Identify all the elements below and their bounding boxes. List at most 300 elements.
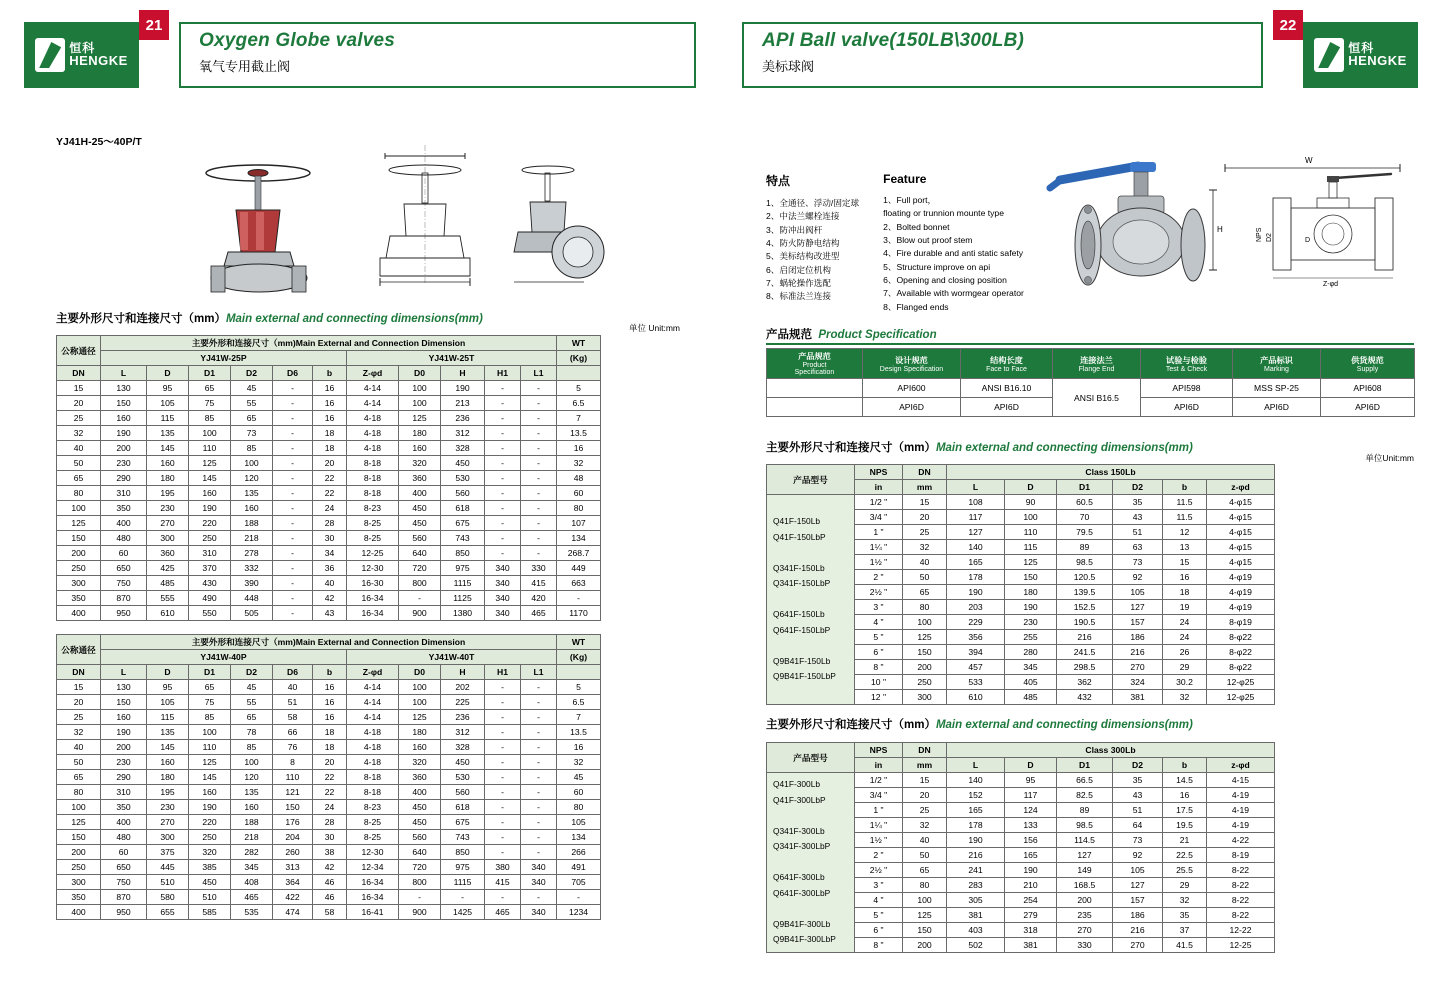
table-cell: - xyxy=(521,725,557,740)
table-cell: 408 xyxy=(231,875,273,890)
header-col: D2 xyxy=(231,366,273,381)
table-cell: 140 xyxy=(947,540,1005,555)
table-cell: 533 xyxy=(947,675,1005,690)
table-cell: 160 xyxy=(231,501,273,516)
table-cell: 270 xyxy=(1113,660,1163,675)
table-cell: 236 xyxy=(441,411,485,426)
table-cell: 300 xyxy=(57,875,101,890)
table-cell: 8-18 xyxy=(347,486,399,501)
table-cell: 4 " xyxy=(855,893,903,908)
table-cell: 400 xyxy=(101,516,147,531)
table-cell: 65 xyxy=(903,863,947,878)
table-row xyxy=(57,411,601,426)
table-cell: 63 xyxy=(1113,540,1163,555)
table-cell: 555 xyxy=(147,591,189,606)
table-cell: - xyxy=(273,576,313,591)
table-cell: - xyxy=(485,516,521,531)
table-cell: 13.5 xyxy=(557,725,601,740)
table-cell: 125 xyxy=(903,630,947,645)
product-type-label: Q41F-150Lb xyxy=(773,515,821,526)
table-cell: 270 xyxy=(147,815,189,830)
header-span: 主要外形和连接尺寸（mm)Main External and Connection Dimension xyxy=(101,336,557,351)
table-cell: - xyxy=(399,890,441,905)
table-cell: 225 xyxy=(441,695,485,710)
table-cell: 4-15 xyxy=(1207,773,1275,788)
left-dims-title-en: Main external and connecting dimensions(mm) xyxy=(225,313,483,325)
table-row xyxy=(57,471,601,486)
header-col: z-φd xyxy=(1207,480,1275,495)
table-cell: - xyxy=(521,770,557,785)
table-cell: 125 xyxy=(399,710,441,725)
table-cell: 530 xyxy=(441,770,485,785)
table-cell: - xyxy=(273,471,313,486)
header-col: D2 xyxy=(1113,480,1163,495)
table-cell: 400 xyxy=(101,815,147,830)
table-cell: 5 " xyxy=(855,908,903,923)
table-cell: - xyxy=(485,815,521,830)
table-cell: 350 xyxy=(57,890,101,905)
table-cell: 105 xyxy=(147,695,189,710)
product-type-label: Q641F-150Lb xyxy=(773,609,825,620)
table-header-row xyxy=(767,743,1275,758)
table-cell: 24 xyxy=(1163,615,1207,630)
table-cell: 4-φ19 xyxy=(1207,570,1275,585)
right-dims1-title-en: Main external and connecting dimensions(mm) xyxy=(935,442,1193,454)
product-type-label: Q341F-150Lb xyxy=(773,562,825,573)
table-row xyxy=(57,576,601,591)
table-cell: 100 xyxy=(1005,510,1057,525)
table-cell: 22 xyxy=(313,471,347,486)
table-cell: 65 xyxy=(903,585,947,600)
spec-cell: ANSI B16.10 xyxy=(961,379,1053,398)
table-cell: 1/2 " xyxy=(855,495,903,510)
table-cell: - xyxy=(521,800,557,815)
header-col: D1 xyxy=(189,366,231,381)
left-title-en: Oxygen Globe valves xyxy=(199,30,395,51)
table-cell: 4-18 xyxy=(347,426,399,441)
table-row xyxy=(57,396,601,411)
table-cell: 415 xyxy=(521,576,557,591)
table-cell: 105 xyxy=(557,815,601,830)
header-col: b xyxy=(313,366,347,381)
table-cell: 474 xyxy=(273,905,313,920)
table-cell: 282 xyxy=(231,845,273,860)
header-col: D1 xyxy=(1057,480,1113,495)
table-header-row-2 xyxy=(57,650,601,665)
table-cell: 4-14 xyxy=(347,695,399,710)
table-cell: 28 xyxy=(313,516,347,531)
table-cell: 160 xyxy=(147,456,189,471)
table-cell: 145 xyxy=(189,471,231,486)
table-cell: 4-14 xyxy=(347,396,399,411)
table-cell: 186 xyxy=(1113,630,1163,645)
table-cell: 675 xyxy=(441,815,485,830)
table-cell: 40 xyxy=(903,555,947,570)
spec-header-cell: 产品标识 Marking xyxy=(1233,349,1321,379)
right-dims1-title xyxy=(766,439,1193,455)
table-cell: 220 xyxy=(189,815,231,830)
product-type-label: Q41F-150LbP xyxy=(773,531,826,542)
table-cell: 40 xyxy=(313,576,347,591)
table-cell: 17.5 xyxy=(1163,803,1207,818)
spec-cell xyxy=(767,398,863,417)
header-nps-unit: in xyxy=(855,480,903,495)
feature-item-en: 4、Fire durable and anti static safety xyxy=(883,248,1024,259)
table-cell: 975 xyxy=(441,860,485,875)
table-cell: 16 xyxy=(557,441,601,456)
product-type-label xyxy=(773,901,854,917)
table-cell: - xyxy=(485,441,521,456)
table-cell: 32 xyxy=(1163,893,1207,908)
table-cell: 300 xyxy=(57,576,101,591)
table-cell: 24 xyxy=(313,800,347,815)
table-cell: 16 xyxy=(313,710,347,725)
table-cell: - xyxy=(521,695,557,710)
table-cell: 250 xyxy=(57,860,101,875)
header-nps-unit: in xyxy=(855,758,903,773)
table-cell: 585 xyxy=(189,905,231,920)
table-cell: 450 xyxy=(189,875,231,890)
table-row xyxy=(57,815,601,830)
table-cell: 381 xyxy=(1113,690,1163,705)
table-cell: 80 xyxy=(557,800,601,815)
table-cell: 165 xyxy=(1005,848,1057,863)
table-row xyxy=(57,516,601,531)
table-cell: 610 xyxy=(947,690,1005,705)
header-wt-unit: (Kg) xyxy=(557,650,601,665)
table-cell: 165 xyxy=(947,555,1005,570)
ball-valve-technical-drawing xyxy=(1205,150,1415,300)
table-cell: 216 xyxy=(1113,645,1163,660)
left-dims-title xyxy=(56,310,483,326)
table-cell: 120 xyxy=(231,770,273,785)
table-cell: 188 xyxy=(231,815,273,830)
table-cell: 32 xyxy=(557,755,601,770)
table-cell: 2 " xyxy=(855,848,903,863)
table-cell: 150 xyxy=(903,645,947,660)
table-cell: 650 xyxy=(101,860,147,875)
table-cell: - xyxy=(521,890,557,905)
table-cell: 28 xyxy=(313,815,347,830)
table-cell: 58 xyxy=(313,905,347,920)
table-cell: 7 xyxy=(557,710,601,725)
table-cell: 743 xyxy=(441,531,485,546)
table-row xyxy=(57,785,601,800)
table-cell: 229 xyxy=(947,615,1005,630)
table-cell: 250 xyxy=(903,675,947,690)
table-cell: - xyxy=(521,710,557,725)
table-cell: 130 xyxy=(101,381,147,396)
table-cell: 73 xyxy=(1113,833,1163,848)
table-row xyxy=(57,561,601,576)
table-cell: 22 xyxy=(313,785,347,800)
table-row xyxy=(57,905,601,920)
table-cell: 450 xyxy=(441,755,485,770)
table-cell: 362 xyxy=(1057,675,1113,690)
table-cell: 18 xyxy=(1163,585,1207,600)
table-cell: 360 xyxy=(399,471,441,486)
table-cell: - xyxy=(521,501,557,516)
table-cell: 2½ " xyxy=(855,585,903,600)
spec-cell: API6D xyxy=(1233,398,1321,417)
table-cell: 100 xyxy=(189,426,231,441)
table-cell: - xyxy=(273,486,313,501)
table-cell: 350 xyxy=(101,800,147,815)
table-cell: 350 xyxy=(101,501,147,516)
table-cell: 115 xyxy=(1005,540,1057,555)
table-cell: 2½ " xyxy=(855,863,903,878)
table-cell: 1115 xyxy=(441,875,485,890)
table-cell: 8-22 xyxy=(1207,893,1275,908)
table-cell: 100 xyxy=(903,893,947,908)
table-cell: 36 xyxy=(313,561,347,576)
table-cell: 618 xyxy=(441,800,485,815)
table-cell: 12-30 xyxy=(347,561,399,576)
table-cell: 655 xyxy=(147,905,189,920)
table-cell: - xyxy=(273,591,313,606)
table-cell: 850 xyxy=(441,845,485,860)
table-cell: 4-19 xyxy=(1207,803,1275,818)
spec-title-en: Product Specification xyxy=(818,329,937,341)
table-cell: 92 xyxy=(1113,848,1163,863)
header-dn-cn: 公称通径 xyxy=(57,336,101,366)
table-cell: 16-34 xyxy=(347,606,399,621)
table-cell: 35 xyxy=(1113,495,1163,510)
table-cell: 8-φ22 xyxy=(1207,660,1275,675)
table-cell: 216 xyxy=(1057,630,1113,645)
table-cell: 55 xyxy=(231,695,273,710)
table-row xyxy=(767,773,1275,788)
table-cell: 3 " xyxy=(855,600,903,615)
table-cell: 8 xyxy=(273,755,313,770)
table-cell: 66.5 xyxy=(1057,773,1113,788)
header-col: b xyxy=(1163,480,1207,495)
table-cell: - xyxy=(521,546,557,561)
table-cell: 375 xyxy=(147,845,189,860)
table-cell: 6.5 xyxy=(557,695,601,710)
table-cell: 313 xyxy=(273,860,313,875)
table-cell: 250 xyxy=(189,830,231,845)
feature-item-en: 7、Available with wormgear operator xyxy=(883,288,1024,299)
table-cell: 900 xyxy=(399,905,441,920)
table-cell: 15 xyxy=(57,680,101,695)
table-cell: 1170 xyxy=(557,606,601,621)
table-cell: 800 xyxy=(399,875,441,890)
table-cell: 160 xyxy=(231,800,273,815)
table-cell: 445 xyxy=(147,860,189,875)
table-cell: 51 xyxy=(1113,525,1163,540)
table-cell: 450 xyxy=(399,516,441,531)
header-dn: DN xyxy=(903,465,947,480)
table-cell: 48 xyxy=(557,471,601,486)
table-cell: 203 xyxy=(947,600,1005,615)
product-type-label: Q341F-300Lb xyxy=(773,825,825,836)
table-cell: 105 xyxy=(1113,585,1163,600)
table-cell: 80 xyxy=(903,600,947,615)
spec-title-cn: 产品规范 xyxy=(766,329,812,341)
table-cell: 190 xyxy=(189,800,231,815)
header-col: L1 xyxy=(521,665,557,680)
product-type-label xyxy=(773,855,854,871)
table-row xyxy=(57,860,601,875)
header-sub-right: YJ41W-25T xyxy=(347,351,557,366)
table-cell: 485 xyxy=(1005,690,1057,705)
right-title-cn: 美标球阀 xyxy=(762,59,815,74)
spec-cell: API6D xyxy=(961,398,1053,417)
table-cell: 490 xyxy=(189,591,231,606)
header-class: Class 300Lb xyxy=(947,743,1275,758)
spec-header-cell: 设计规范 Design Specification xyxy=(863,349,961,379)
table-cell: 432 xyxy=(1057,690,1113,705)
table-cell: 16-30 xyxy=(347,576,399,591)
table-cell: 360 xyxy=(399,770,441,785)
table-cell: 400 xyxy=(399,486,441,501)
table-cell: 300 xyxy=(147,830,189,845)
table-cell: 324 xyxy=(1113,675,1163,690)
table-cell: 32 xyxy=(57,426,101,441)
table-cell: 65 xyxy=(189,680,231,695)
table-cell: 25 xyxy=(57,411,101,426)
table-cell: 2 " xyxy=(855,570,903,585)
table-cell: 4-φ15 xyxy=(1207,555,1275,570)
table-cell: 14.5 xyxy=(1163,773,1207,788)
table-cell: 50 xyxy=(903,570,947,585)
table-cell: 125 xyxy=(189,456,231,471)
table-cell: 190 xyxy=(101,426,147,441)
table-cell: - xyxy=(521,531,557,546)
table-cell: 200 xyxy=(57,546,101,561)
table-cell: 320 xyxy=(399,755,441,770)
table-row xyxy=(57,456,601,471)
header-col: Z-φd xyxy=(347,366,399,381)
table-cell: 190 xyxy=(441,381,485,396)
table-cell: 157 xyxy=(1113,615,1163,630)
header-col: D1 xyxy=(1057,758,1113,773)
table-cell: 38 xyxy=(313,845,347,860)
table-row xyxy=(57,695,601,710)
table-cell: - xyxy=(273,441,313,456)
table-cell: 450 xyxy=(399,501,441,516)
table-cell: 1234 xyxy=(557,905,601,920)
table-cell: - xyxy=(273,546,313,561)
table-row xyxy=(57,606,601,621)
table-cell: 18 xyxy=(313,426,347,441)
table-cell: 51 xyxy=(1113,803,1163,818)
right-dims2-title-cn2: ） xyxy=(924,719,936,731)
right-dims2-title-cn: 主要外形尺寸和连接尺寸（ xyxy=(766,719,904,731)
right-dims2-title-en: Main external and connecting dimensions(mm) xyxy=(935,719,1193,731)
table-cell: - xyxy=(485,770,521,785)
header-col: D xyxy=(1005,758,1057,773)
table-cell: 16 xyxy=(313,680,347,695)
table-cell: 110 xyxy=(189,441,231,456)
table-cell: 15 xyxy=(57,381,101,396)
table-cell: 950 xyxy=(101,905,147,920)
product-type-label xyxy=(773,545,854,561)
table-cell: 1¼ " xyxy=(855,540,903,555)
table-cell: 110 xyxy=(189,740,231,755)
table-cell: - xyxy=(485,785,521,800)
feature-item-en: 6、Opening and closing position xyxy=(883,274,1007,285)
table-cell: 465 xyxy=(521,606,557,621)
table-row xyxy=(57,591,601,606)
table-cell: 32 xyxy=(903,818,947,833)
table-cell: 79.5 xyxy=(1057,525,1113,540)
table-cell: 125 xyxy=(1005,555,1057,570)
spec-cell xyxy=(767,379,863,398)
table-cell: - xyxy=(485,486,521,501)
product-type-label: Q9B41F-150Lb xyxy=(773,655,831,666)
spec-header-cell: 连接法兰 Flange End xyxy=(1053,349,1141,379)
table-cell: 45 xyxy=(231,381,273,396)
table-cell: 8-25 xyxy=(347,815,399,830)
table-cell: 95 xyxy=(147,680,189,695)
table-cell: 135 xyxy=(231,785,273,800)
table-cell: 400 xyxy=(57,606,101,621)
table-cell: 420 xyxy=(521,591,557,606)
page-number-left: 21 xyxy=(139,10,169,40)
table-cell: 480 xyxy=(101,830,147,845)
table-cell: 230 xyxy=(147,800,189,815)
table-cell: 149 xyxy=(1057,863,1113,878)
product-type-cell xyxy=(767,495,855,705)
header-col: L xyxy=(101,366,147,381)
table-cell: 220 xyxy=(189,516,231,531)
table-cell: 210 xyxy=(1005,878,1057,893)
table-cell: 4-18 xyxy=(347,755,399,770)
table-cell: - xyxy=(485,381,521,396)
table-cell: - xyxy=(273,516,313,531)
table-cell: 310 xyxy=(189,546,231,561)
table-cell: - xyxy=(485,890,521,905)
table-cell: 750 xyxy=(101,875,147,890)
table-cell: 60 xyxy=(101,546,147,561)
table-cell: 150 xyxy=(903,923,947,938)
spec-cell: API608 xyxy=(1321,379,1415,398)
table-cell: 8-22 xyxy=(1207,878,1275,893)
table-cell: 115 xyxy=(147,411,189,426)
table-cell: 24 xyxy=(313,501,347,516)
table-cell: - xyxy=(521,785,557,800)
table-cell: 900 xyxy=(399,606,441,621)
spec-cell: API598 xyxy=(1141,379,1233,398)
feature-item-en: 3、Blow out proof stem xyxy=(883,234,973,245)
table-cell: 180 xyxy=(147,471,189,486)
table-cell: 400 xyxy=(57,905,101,920)
feature-item-en: 2、Bolted bonnet xyxy=(883,221,950,232)
table-cell: 8-22 xyxy=(1207,863,1275,878)
table-cell: 270 xyxy=(1057,923,1113,938)
table-cell: 1115 xyxy=(441,576,485,591)
table-cell: 4-18 xyxy=(347,441,399,456)
table-cell: 332 xyxy=(231,561,273,576)
table-cell: 350 xyxy=(57,591,101,606)
feature-item-cn: 3、防冲出阀杆 xyxy=(766,224,823,235)
table-cell: 125 xyxy=(903,908,947,923)
table-cell: 32 xyxy=(557,456,601,471)
table-cell: 530 xyxy=(441,471,485,486)
table-cell: 560 xyxy=(441,486,485,501)
header-wt: WT xyxy=(557,635,601,650)
logo-right xyxy=(1303,22,1418,88)
table-cell: 30 xyxy=(313,830,347,845)
table-cell: 381 xyxy=(1005,938,1057,953)
table-cell: 20 xyxy=(903,788,947,803)
table-cell: 160 xyxy=(101,411,147,426)
table-cell: 145 xyxy=(189,770,231,785)
table-cell: 270 xyxy=(147,516,189,531)
table-cell: 250 xyxy=(57,561,101,576)
